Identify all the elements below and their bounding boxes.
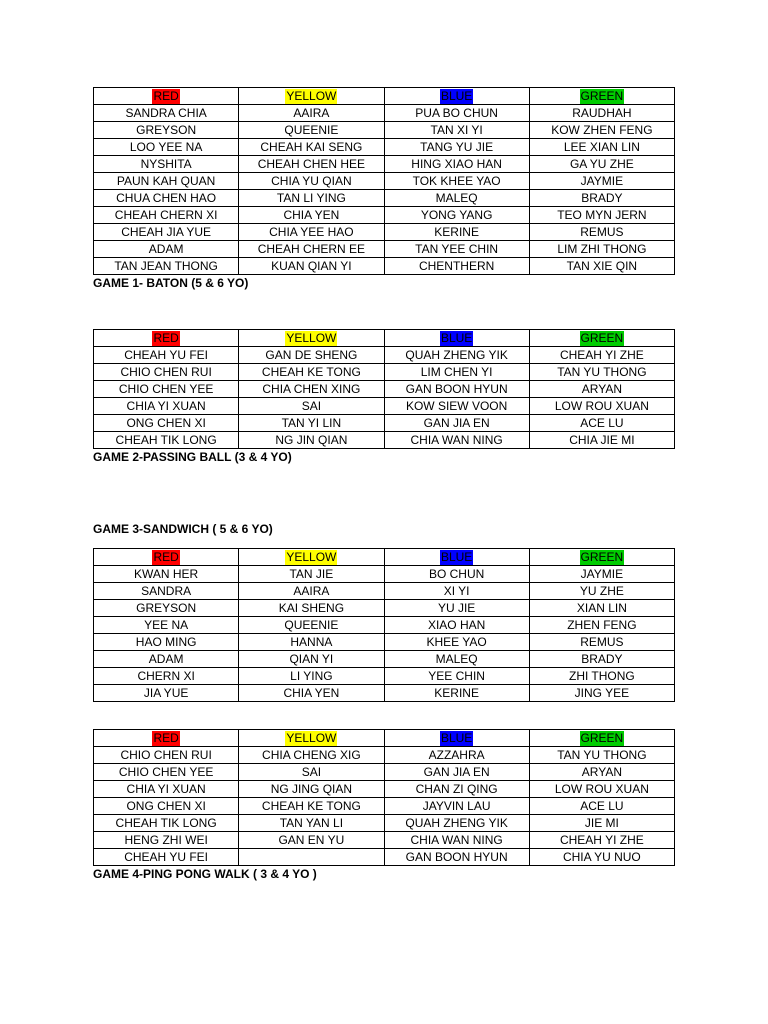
table-row (94, 781, 675, 798)
team-label-red: RED (153, 89, 179, 103)
name-cell: QUEENIE (239, 617, 384, 634)
name-cell: ACE LU (529, 415, 674, 432)
name-cell: JAYMIE (529, 566, 674, 583)
name-cell: TAN JEAN THONG (94, 258, 239, 275)
header-cell-blue (384, 549, 529, 566)
name-cell: TOK KHEE YAO (384, 173, 529, 190)
name-cell: CHIO CHEN YEE (94, 381, 239, 398)
table-row (94, 173, 675, 190)
name-cell: XIAN LIN (529, 600, 674, 617)
name-cell: QUAH ZHENG YIK (384, 815, 529, 832)
name-cell: CHIA YEN (239, 685, 384, 702)
table-row (94, 224, 675, 241)
name-cell: GAN DE SHENG (239, 347, 384, 364)
name-cell: CHIA YU QIAN (239, 173, 384, 190)
table-row (94, 617, 675, 634)
name-cell: CHEAH KE TONG (239, 364, 384, 381)
table-row (94, 747, 675, 764)
name-cell: AZZAHRA (384, 747, 529, 764)
table-row (94, 849, 675, 866)
name-cell: TAN JIE (239, 566, 384, 583)
name-cell: ONG CHEN XI (94, 415, 239, 432)
header-cell-green (529, 330, 674, 347)
name-cell: KOW SIEW VOON (384, 398, 529, 415)
header-cell-red (94, 330, 239, 347)
table-row (94, 651, 675, 668)
header-cell-yellow (239, 730, 384, 747)
header-cell-blue (384, 730, 529, 747)
game4-caption: GAME 4-PING PONG WALK ( 3 & 4 YO ) (93, 867, 317, 881)
name-cell: CHIA CHENG XIG (239, 747, 384, 764)
name-cell: GREYSON (94, 122, 239, 139)
header-row (94, 330, 675, 347)
name-cell: KAI SHENG (239, 600, 384, 617)
table-row (94, 398, 675, 415)
name-cell: NYSHITA (94, 156, 239, 173)
table-row (94, 566, 675, 583)
name-cell: CHEAH CHERN EE (239, 241, 384, 258)
name-cell: LI YING (239, 668, 384, 685)
game1-table (93, 87, 675, 275)
name-cell: KERINE (384, 224, 529, 241)
name-cell: TAN YU THONG (529, 747, 674, 764)
name-cell: MALEQ (384, 190, 529, 207)
name-cell: ACE LU (529, 798, 674, 815)
name-cell: YU ZHE (529, 583, 674, 600)
name-cell: BO CHUN (384, 566, 529, 583)
name-cell: JAYVIN LAU (384, 798, 529, 815)
name-cell: CHEAH YI ZHE (529, 347, 674, 364)
name-cell: YU JIE (384, 600, 529, 617)
name-cell: MALEQ (384, 651, 529, 668)
name-cell: LOW ROU XUAN (529, 781, 674, 798)
table-row (94, 634, 675, 651)
team-label-blue: BLUE (440, 550, 473, 564)
table-row (94, 381, 675, 398)
table-row (94, 583, 675, 600)
game4-section (93, 729, 675, 882)
name-cell: GREYSON (94, 600, 239, 617)
team-label-red: RED (153, 731, 179, 745)
name-cell: HING XIAO HAN (384, 156, 529, 173)
name-cell: CHIO CHEN YEE (94, 764, 239, 781)
team-label-red: RED (153, 331, 179, 345)
name-cell: SANDRA (94, 583, 239, 600)
name-cell: HANNA (239, 634, 384, 651)
game4-table (93, 729, 675, 866)
game2-section (93, 329, 675, 465)
name-cell: ZHI THONG (529, 668, 674, 685)
table-row (94, 798, 675, 815)
name-cell: CHIA WAN NING (384, 832, 529, 849)
header-cell-red (94, 88, 239, 105)
name-cell: GAN EN YU (239, 832, 384, 849)
name-cell: LIM ZHI THONG (529, 241, 674, 258)
name-cell: ZHEN FENG (529, 617, 674, 634)
name-cell: BRADY (529, 651, 674, 668)
name-cell (239, 849, 384, 866)
table-row (94, 600, 675, 617)
team-label-yellow: YELLOW (286, 89, 337, 103)
name-cell: ONG CHEN XI (94, 798, 239, 815)
name-cell: JIA YUE (94, 685, 239, 702)
name-cell: PUA BO CHUN (384, 105, 529, 122)
name-cell: CHEAH YI ZHE (529, 832, 674, 849)
name-cell: JIE MI (529, 815, 674, 832)
name-cell: ADAM (94, 241, 239, 258)
name-cell: CHIA YU NUO (529, 849, 674, 866)
game3-section (93, 548, 675, 702)
name-cell: YEE CHIN (384, 668, 529, 685)
name-cell: TAN LI YING (239, 190, 384, 207)
name-cell: SAI (239, 398, 384, 415)
name-cell: TEO MYN JERN (529, 207, 674, 224)
name-cell: CHEAH TIK LONG (94, 432, 239, 449)
table-row (94, 241, 675, 258)
header-cell-green (529, 730, 674, 747)
header-cell-green (529, 549, 674, 566)
name-cell: KOW ZHEN FENG (529, 122, 674, 139)
name-cell: ARYAN (529, 381, 674, 398)
name-cell: CHIA JIE MI (529, 432, 674, 449)
name-cell: JAYMIE (529, 173, 674, 190)
name-cell: LEE XIAN LIN (529, 139, 674, 156)
name-cell: CHAN ZI QING (384, 781, 529, 798)
name-cell: LIM CHEN YI (384, 364, 529, 381)
name-cell: RAUDHAH (529, 105, 674, 122)
header-cell-blue (384, 88, 529, 105)
table-row (94, 105, 675, 122)
name-cell: GAN JIA EN (384, 764, 529, 781)
name-cell: QUEENIE (239, 122, 384, 139)
name-cell: CHERN XI (94, 668, 239, 685)
table-row (94, 258, 675, 275)
name-cell: CHIA WAN NING (384, 432, 529, 449)
name-cell: REMUS (529, 224, 674, 241)
name-cell: TANG YU JIE (384, 139, 529, 156)
name-cell: CHEAH KAI SENG (239, 139, 384, 156)
name-cell: BRADY (529, 190, 674, 207)
header-row (94, 88, 675, 105)
name-cell: GAN BOON HYUN (384, 849, 529, 866)
game1-caption: GAME 1- BATON (5 & 6 YO) (93, 276, 249, 290)
name-cell: XI YI (384, 583, 529, 600)
table-row (94, 668, 675, 685)
table-row (94, 832, 675, 849)
name-cell: KERINE (384, 685, 529, 702)
team-label-blue: BLUE (440, 731, 473, 745)
name-cell: CHENTHERN (384, 258, 529, 275)
name-cell: NG JIN QIAN (239, 432, 384, 449)
name-cell: CHEAH YU FEI (94, 849, 239, 866)
name-cell: CHEAH KE TONG (239, 798, 384, 815)
name-cell: CHIA CHEN XING (239, 381, 384, 398)
name-cell: SANDRA CHIA (94, 105, 239, 122)
header-cell-yellow (239, 330, 384, 347)
team-label-yellow: YELLOW (286, 550, 337, 564)
name-cell: LOO YEE NA (94, 139, 239, 156)
name-cell: KWAN HER (94, 566, 239, 583)
header-row (94, 730, 675, 747)
name-cell: CHIA YEN (239, 207, 384, 224)
name-cell: LOW ROU XUAN (529, 398, 674, 415)
name-cell: KHEE YAO (384, 634, 529, 651)
name-cell: TAN YEE CHIN (384, 241, 529, 258)
name-cell: AAIRA (239, 105, 384, 122)
game2-table (93, 329, 675, 449)
name-cell: TAN YU THONG (529, 364, 674, 381)
team-label-green: GREEN (580, 731, 624, 745)
table-row (94, 347, 675, 364)
name-cell: CHUA CHEN HAO (94, 190, 239, 207)
name-cell: CHIA YI XUAN (94, 398, 239, 415)
name-cell: QUAH ZHENG YIK (384, 347, 529, 364)
name-cell: KUAN QIAN YI (239, 258, 384, 275)
team-label-blue: BLUE (440, 89, 473, 103)
name-cell: HENG ZHI WEI (94, 832, 239, 849)
game3-caption: GAME 3-SANDWICH ( 5 & 6 YO) (93, 522, 273, 536)
name-cell: GAN BOON HYUN (384, 381, 529, 398)
name-cell: JING YEE (529, 685, 674, 702)
team-label-green: GREEN (580, 331, 624, 345)
game2-caption: GAME 2-PASSING BALL (3 & 4 YO) (93, 450, 292, 464)
name-cell: YONG YANG (384, 207, 529, 224)
name-cell: TAN XIE QIN (529, 258, 674, 275)
name-cell: QIAN YI (239, 651, 384, 668)
team-label-yellow: YELLOW (286, 731, 337, 745)
name-cell: XIAO HAN (384, 617, 529, 634)
header-cell-yellow (239, 549, 384, 566)
team-label-yellow: YELLOW (286, 331, 337, 345)
name-cell: CHEAH CHEN HEE (239, 156, 384, 173)
game3-table (93, 548, 675, 702)
name-cell: NG JING QIAN (239, 781, 384, 798)
name-cell: YEE NA (94, 617, 239, 634)
name-cell: PAUN KAH QUAN (94, 173, 239, 190)
name-cell: CHEAH TIK LONG (94, 815, 239, 832)
team-label-green: GREEN (580, 89, 624, 103)
name-cell: REMUS (529, 634, 674, 651)
table-row (94, 207, 675, 224)
header-row (94, 549, 675, 566)
game1-section (93, 87, 675, 291)
name-cell: ARYAN (529, 764, 674, 781)
name-cell: GA YU ZHE (529, 156, 674, 173)
name-cell: CHEAH JIA YUE (94, 224, 239, 241)
header-cell-red (94, 730, 239, 747)
name-cell: CHEAH YU FEI (94, 347, 239, 364)
name-cell: CHEAH CHERN XI (94, 207, 239, 224)
header-cell-green (529, 88, 674, 105)
header-cell-red (94, 549, 239, 566)
name-cell: TAN XI YI (384, 122, 529, 139)
team-label-green: GREEN (580, 550, 624, 564)
team-label-blue: BLUE (440, 331, 473, 345)
name-cell: TAN YI LIN (239, 415, 384, 432)
name-cell: TAN YAN LI (239, 815, 384, 832)
name-cell: AAIRA (239, 583, 384, 600)
name-cell: ADAM (94, 651, 239, 668)
team-label-red: RED (153, 550, 179, 564)
table-row (94, 156, 675, 173)
table-row (94, 685, 675, 702)
name-cell: SAI (239, 764, 384, 781)
name-cell: CHIO CHEN RUI (94, 364, 239, 381)
name-cell: CHIA YEE HAO (239, 224, 384, 241)
table-row (94, 815, 675, 832)
name-cell: HAO MING (94, 634, 239, 651)
table-row (94, 122, 675, 139)
header-cell-blue (384, 330, 529, 347)
name-cell: CHIA YI XUAN (94, 781, 239, 798)
header-cell-yellow (239, 88, 384, 105)
table-row (94, 764, 675, 781)
name-cell: CHIO CHEN RUI (94, 747, 239, 764)
table-row (94, 139, 675, 156)
table-row (94, 415, 675, 432)
table-row (94, 432, 675, 449)
table-row (94, 190, 675, 207)
table-row (94, 364, 675, 381)
name-cell: GAN JIA EN (384, 415, 529, 432)
